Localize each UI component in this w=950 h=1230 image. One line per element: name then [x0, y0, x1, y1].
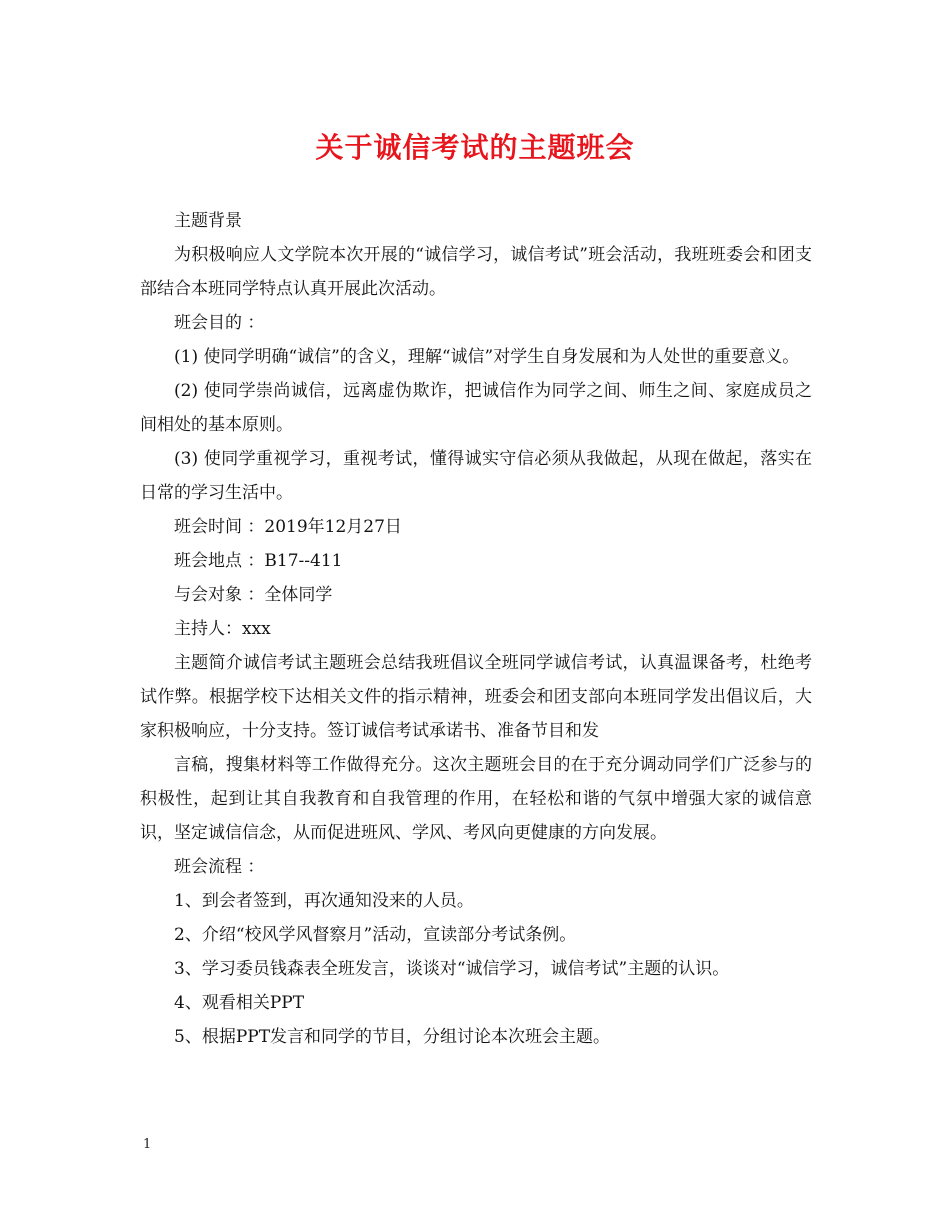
document-body [140, 204, 812, 1054]
paragraph-process-step-1: 1、到会者签到，再次通知没来的人员。 [174, 891, 474, 911]
paragraph-purpose-heading: 班会目的 ： [174, 313, 265, 333]
paragraph-process-step-2: 2、介绍“校风学风督察月”活动，宣读部分考试条例。 [174, 925, 577, 945]
paragraph-theme-background: 为积极响应人文学院本次开展的“诚信学习，诚信考试”班会活动，我班班委会和团支部结合本班同学特点认真开展此次活动。 [140, 245, 812, 299]
paragraph-process-step-3: 3、学习委员钱森表全班发言，谈谈对“诚信学习，诚信考试”主题的认识。 [174, 959, 730, 979]
paragraph-purpose-3: (3) 使同学重视学习，重视考试，懂得诚实守信必须从我做起，从现在做起，落实在日常的学习生活中。 [140, 449, 812, 503]
paragraph-purpose-2: (2) 使同学崇尚诚信，远离虚伪欺诈，把诚信作为同学之间、师生之间、家庭成员之间相处的基本原则。 [140, 381, 812, 435]
paragraph-process-step-4: 4、观看相关PPT [174, 993, 305, 1013]
paragraph-theme-background-heading: 主题背景 [174, 211, 242, 231]
paragraph-purpose-1: (1) 使同学明确“诚信”的含义，理解“诚信”对学生自身发展和为人处世的重要意义。 [174, 347, 800, 367]
paragraph-theme-summary-continued: 言稿，搜集材料等工作做得充分。这次主题班会目的在于充分调动同学们广泛参与的积极性，起到让其自我教育和自我管理的作用，在轻松和谐的气氛中增强大家的诚信意识，坚定诚信信念，从而促进班风、学风、考风向更健康的方向发展。 [140, 755, 812, 843]
paragraph-process-step-5: 5、根据PPT发言和同学的节目，分组讨论本次班会主题。 [174, 1027, 611, 1047]
document-title: 关于诚信考试的主题班会 [315, 131, 635, 164]
paragraph-theme-summary: 主题简介诚信考试主题班会总结我班倡议全班同学诚信考试，认真温课备考，杜绝考试作弊。根据学校下达相关文件的指示精神，班委会和团支部向本班同学发出倡议后，大家积极响应，十分支持。签订诚信考试承诺书、准备节目和发 [140, 653, 812, 741]
page-number: 1 [143, 1137, 152, 1152]
paragraph-process-heading: 班会流程 ： [174, 857, 265, 877]
paragraph-host: 主持人：xxx [174, 619, 271, 639]
paragraph-meeting-place: 班会地点 ：B17--411 [174, 551, 343, 571]
paragraph-attendees: 与会对象 ：全体同学 [174, 585, 333, 605]
paragraph-meeting-time: 班会时间 ：2019年12月27日 [174, 517, 402, 537]
